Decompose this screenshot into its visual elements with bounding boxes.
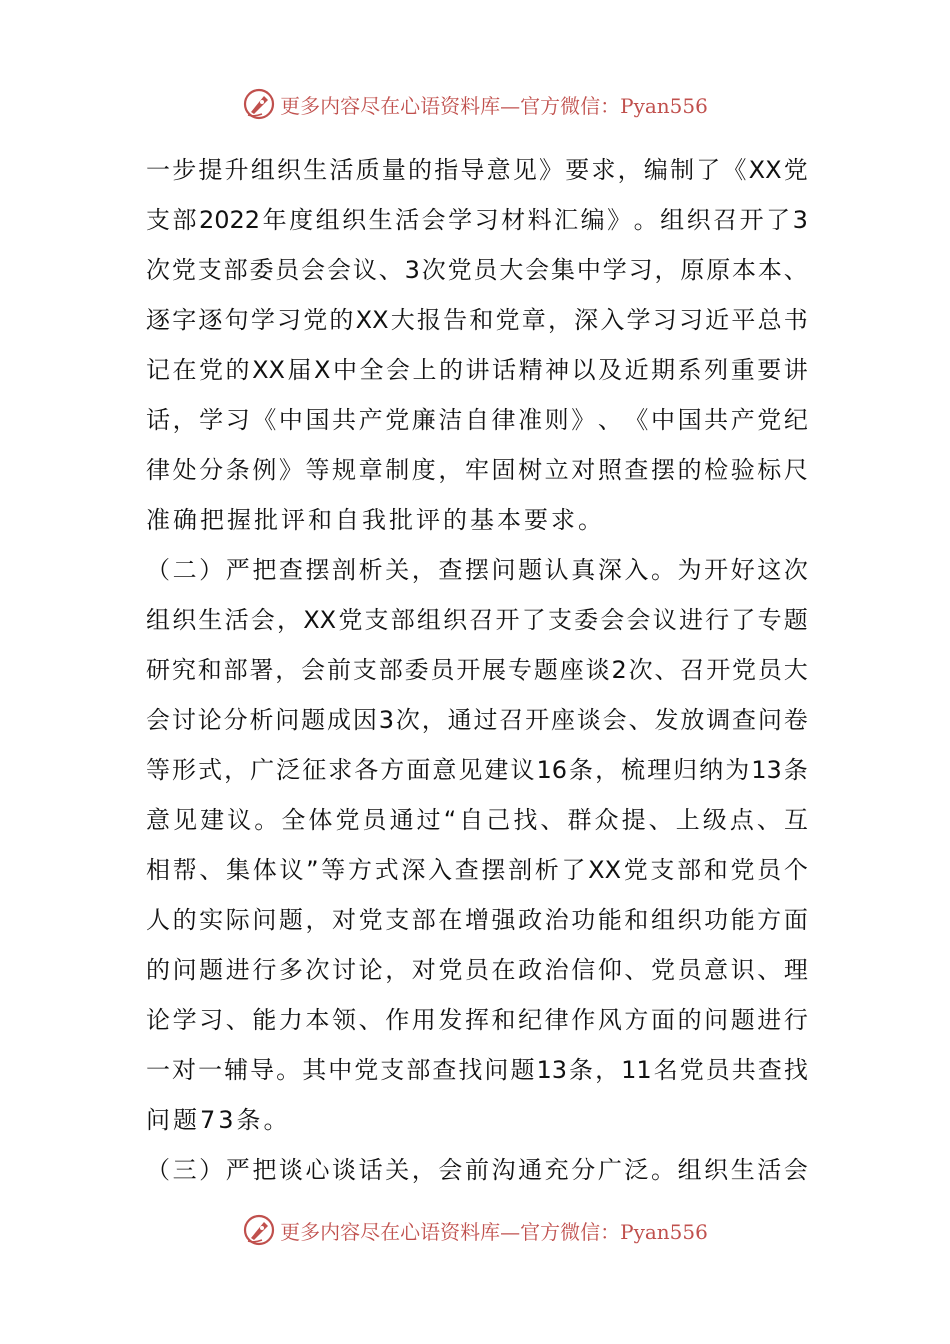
text-line: 律 处 分 条 例 》 等 规 章 制 度 ， 牢 固 树 立 对 照 查 摆 的 检 验 标 尺 <box>146 456 808 484</box>
text-line: 相 帮 、 集 体 议 ” 等 方 式 深 入 查 摆 剖 析 了 XX 党 支 部 和 党 员 个 <box>146 856 808 884</box>
text-line: （ 二 ） 严 把 查 摆 剖 析 关 ， 查 摆 问 题 认 真 深 入 。 为 开 好 这 次 <box>146 556 808 584</box>
text-line: 意 见 建 议 。 全 体 党 员 通 过 “ 自 己 找 、 群 众 提 、 上 级 点 、 互 <box>146 806 808 834</box>
text-line: 准确把握批评和自我批评的基本要求。 <box>146 506 605 534</box>
text-line: 的 问 题 进 行 多 次 讨 论 ， 对 党 员 在 政 治 信 仰 、 党 员 意 识 、 理 <box>146 956 808 984</box>
text-line: 逐 字 逐 句 学 习 党 的 XX 大 报 告 和 党 章 ， 深 入 学 习 习 近 平 总 书 <box>146 306 808 334</box>
text-line: 话 ， 学 习 《 中 国 共 产 党 廉 洁 自 律 准 则 》 、 《 中 国 共 产 党 纪 <box>146 406 808 434</box>
watermark-footer <box>0 1210 950 1250</box>
text-line: 会 讨 论 分 析 问 题 成 因 3 次 ， 通 过 召 开 座 谈 会 、 发 放 调 查 问 卷 <box>146 706 808 734</box>
watermark-header <box>0 84 950 124</box>
pen-nib-circle-icon <box>242 1213 276 1247</box>
text-line: 一 步 提 升 组 织 生 活 质 量 的 指 导 意 见 》 要 求 ， 编 制 了 《 XX 党 <box>146 156 808 184</box>
text-line: 研 究 和 部 署 ， 会 前 支 部 委 员 开 展 专 题 座 谈 2 次 、 召 开 党 员 大 <box>146 656 808 684</box>
text-line: 论 学 习 、 能 力 本 领 、 作 用 发 挥 和 纪 律 作 风 方 面 的 问 题 进 行 <box>146 1006 808 1034</box>
text-line: （ 三 ） 严 把 谈 心 谈 话 关 ， 会 前 沟 通 充 分 广 泛 。 组 织 生 活 会 <box>146 1156 808 1184</box>
text-line: 组 织 生 活 会 ， XX 党 支 部 组 织 召 开 了 支 委 会 会 议 进 行 了 专 题 <box>146 606 808 634</box>
text-line: 记 在 党 的 XX 届 X 中 全 会 上 的 讲 话 精 神 以 及 近 期 系 列 重 要 讲 <box>146 356 808 384</box>
pen-nib-circle-icon <box>242 87 276 121</box>
watermark-text: 更多内容尽在心语资料库—官方微信：Pyan556 <box>280 93 708 118</box>
watermark-text: 更多内容尽在心语资料库—官方微信：Pyan556 <box>280 1219 708 1244</box>
text-line: 问题73条。 <box>146 1106 291 1134</box>
text-line: 支 部 2022 年 度 组 织 生 活 会 学 习 材 料 汇 编 》 。 组 织 召 开 了 3 <box>146 206 808 234</box>
text-line: 等 形 式 ， 广 泛 征 求 各 方 面 意 见 建 议 16 条 ， 梳 理 归 纳 为 13 条 <box>146 756 808 784</box>
text-line: 一 对 一 辅 导 。 其 中 党 支 部 查 找 问 题 13 条 ， 11 名 党 员 共 查 找 <box>146 1056 808 1084</box>
text-line: 人 的 实 际 问 题 ， 对 党 支 部 在 增 强 政 治 功 能 和 组 织 功 能 方 面 <box>146 906 808 934</box>
text-line: 次 党 支 部 委 员 会 会 议 、 3 次 党 员 大 会 集 中 学 习 ， 原 原 本 本 、 <box>146 256 808 284</box>
document-body <box>146 145 808 1195</box>
